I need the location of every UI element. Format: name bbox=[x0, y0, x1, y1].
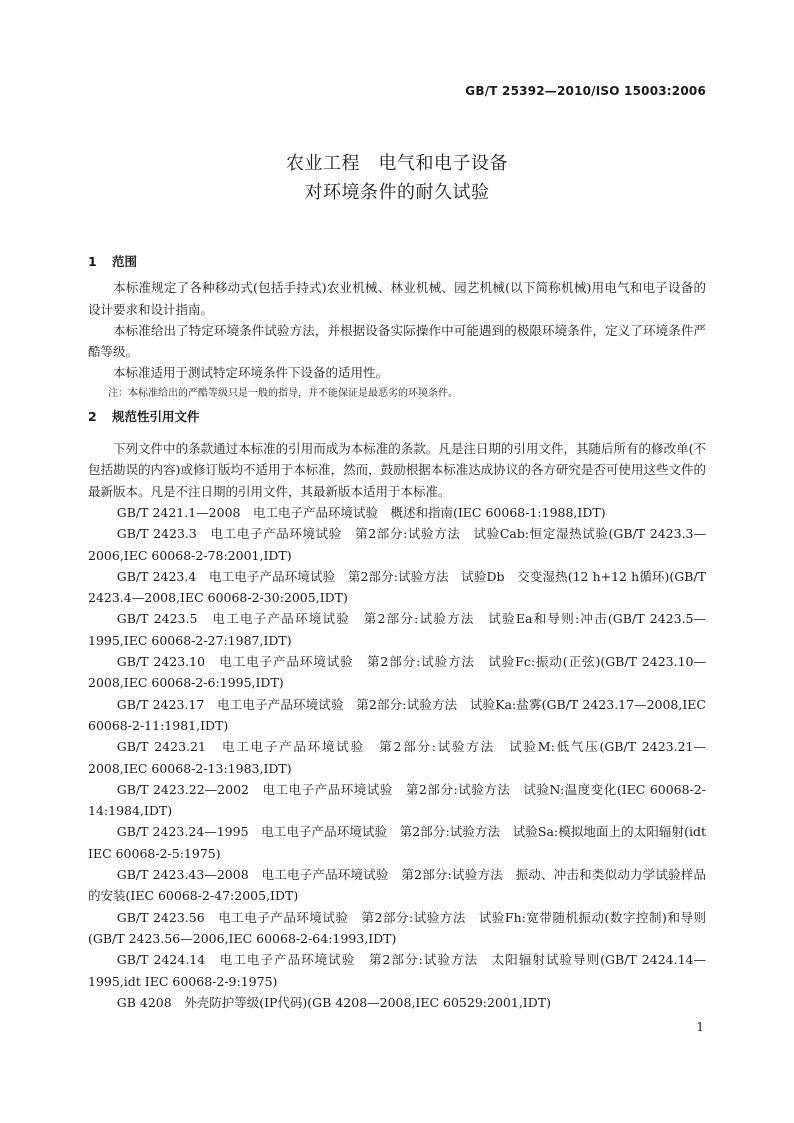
section-title: 范围 bbox=[112, 254, 138, 269]
references-intro: 下列文件中的条款通过本标准的引用而成为本标准的条款。凡是注日期的引用文件，其随后所有的修改单(不包括勘误的内容)或修订版均不适用于本标准，然而，鼓励根据本标准达成协议的各方研究是否可使用这些文件的最新版本。凡是不注日期的引用文件，其最新版本适用于本标准。 bbox=[88, 441, 706, 499]
reference-item: GB/T 2423.10 电工电子产品环境试验 第2部分:试验方法 试验Fc:振动(正弦)(GB/T 2423.10—2008,IEC 60068-2-6:1995,IDT) bbox=[88, 654, 706, 691]
reference-item: GB/T 2423.4 电工电子产品环境试验 第2部分:试验方法 试验Db 交变湿热(12 h+12 h循环)(GB/T 2423.4—2008,IEC 60068-2-30:2005,IDT) bbox=[88, 568, 706, 606]
standard-code: GB/T 25392—2010/ISO 15003:2006 bbox=[465, 84, 706, 98]
title-line-2: 对环境条件的耐久试验 bbox=[304, 182, 490, 203]
section-heading-normative-references bbox=[88, 406, 706, 427]
reference-item: GB/T 2423.17 电工电子产品环境试验 第2部分:试验方法 试验Ka:盐雾(GB/T 2423.17—2008,IEC 60068-2-11:1981,IDT) bbox=[88, 696, 706, 733]
document-title bbox=[0, 149, 794, 207]
reference-item: GB/T 2423.22—2002 电工电子产品环境试验 第2部分:试验方法 试验N:温度变化(IEC 60068-2-14:1984,IDT) bbox=[88, 781, 706, 819]
reference-item: GB/T 2423.5 电工电子产品环境试验 第2部分:试验方法 试验Ea和导则:冲击(GB/T 2423.5—1995,IEC 60068-2-27:1987,IDT) bbox=[88, 611, 706, 648]
reference-item: GB/T 2423.3 电工电子产品环境试验 第2部分:试验方法 试验Cab:恒定湿热试验(GB/T 2423.3—2006,IEC 60068-2-78:2001,IDT) bbox=[88, 526, 706, 563]
page-number: 1 bbox=[696, 1020, 704, 1034]
reference-item: GB/T 2421.1—2008 电工电子产品环境试验 概述和指南(IEC 60068-1:1988,IDT) bbox=[116, 504, 606, 520]
section-heading-scope bbox=[88, 251, 706, 272]
scope-paragraph: 本标准规定了各种移动式(包括手持式)农业机械、林业机械、园艺机械(以下简称机械)用电气和电子设备的设计要求和设计指南。 bbox=[88, 280, 706, 317]
document-body bbox=[88, 251, 706, 1013]
section-title: 规范性引用文件 bbox=[112, 408, 200, 424]
title-line-1: 农业工程 电气和电子设备 bbox=[286, 153, 508, 174]
reference-item: GB/T 2423.56 电工电子产品环境试验 第2部分:试验方法 试验Fh:宽带随机振动(数字控制)和导则(GB/T 2423.56—2006,IEC 60068-2-64:1993,IDT) bbox=[88, 909, 706, 946]
reference-item: GB 4208 外壳防护等级(IP代码)(GB 4208—2008,IEC 60529:2001,IDT) bbox=[116, 994, 551, 1010]
reference-item: GB/T 2424.14 电工电子产品环境试验 第2部分:试验方法 太阳辐射试验导则(GB/T 2424.14—1995,idt IEC 60068-2-9:1975) bbox=[88, 952, 706, 989]
scope-note: 注：本标准给出的严酷等级只是一般的指导，并不能保证是最恶劣的环境条件。 bbox=[108, 387, 458, 399]
reference-item: GB/T 2423.21 电工电子产品环境试验 第2部分:试验方法 试验M:低气压(GB/T 2423.21—2008,IEC 60068-2-13:1983,IDT) bbox=[88, 739, 706, 776]
scope-paragraph: 本标准给出了特定环境条件试验方法，并根据设备实际操作中可能遇到的极限环境条件，定义了环境条件严酷等级。 bbox=[88, 322, 706, 360]
scope-paragraph: 本标准适用于测试特定环境条件下设备的适用性。 bbox=[113, 365, 389, 381]
reference-item: GB/T 2423.43—2008 电工电子产品环境试验 第2部分:试验方法 振动、冲击和类似动力学试验样品的安装(IEC 60068-2-47:2005,IDT) bbox=[88, 867, 706, 904]
section-number: 1 bbox=[88, 254, 97, 269]
section-number: 2 bbox=[88, 408, 97, 424]
reference-item: GB/T 2423.24—1995 电工电子产品环境试验 第2部分:试验方法 试验Sa:模拟地面上的太阳辐射(idt IEC 60068-2-5:1975) bbox=[88, 824, 706, 861]
